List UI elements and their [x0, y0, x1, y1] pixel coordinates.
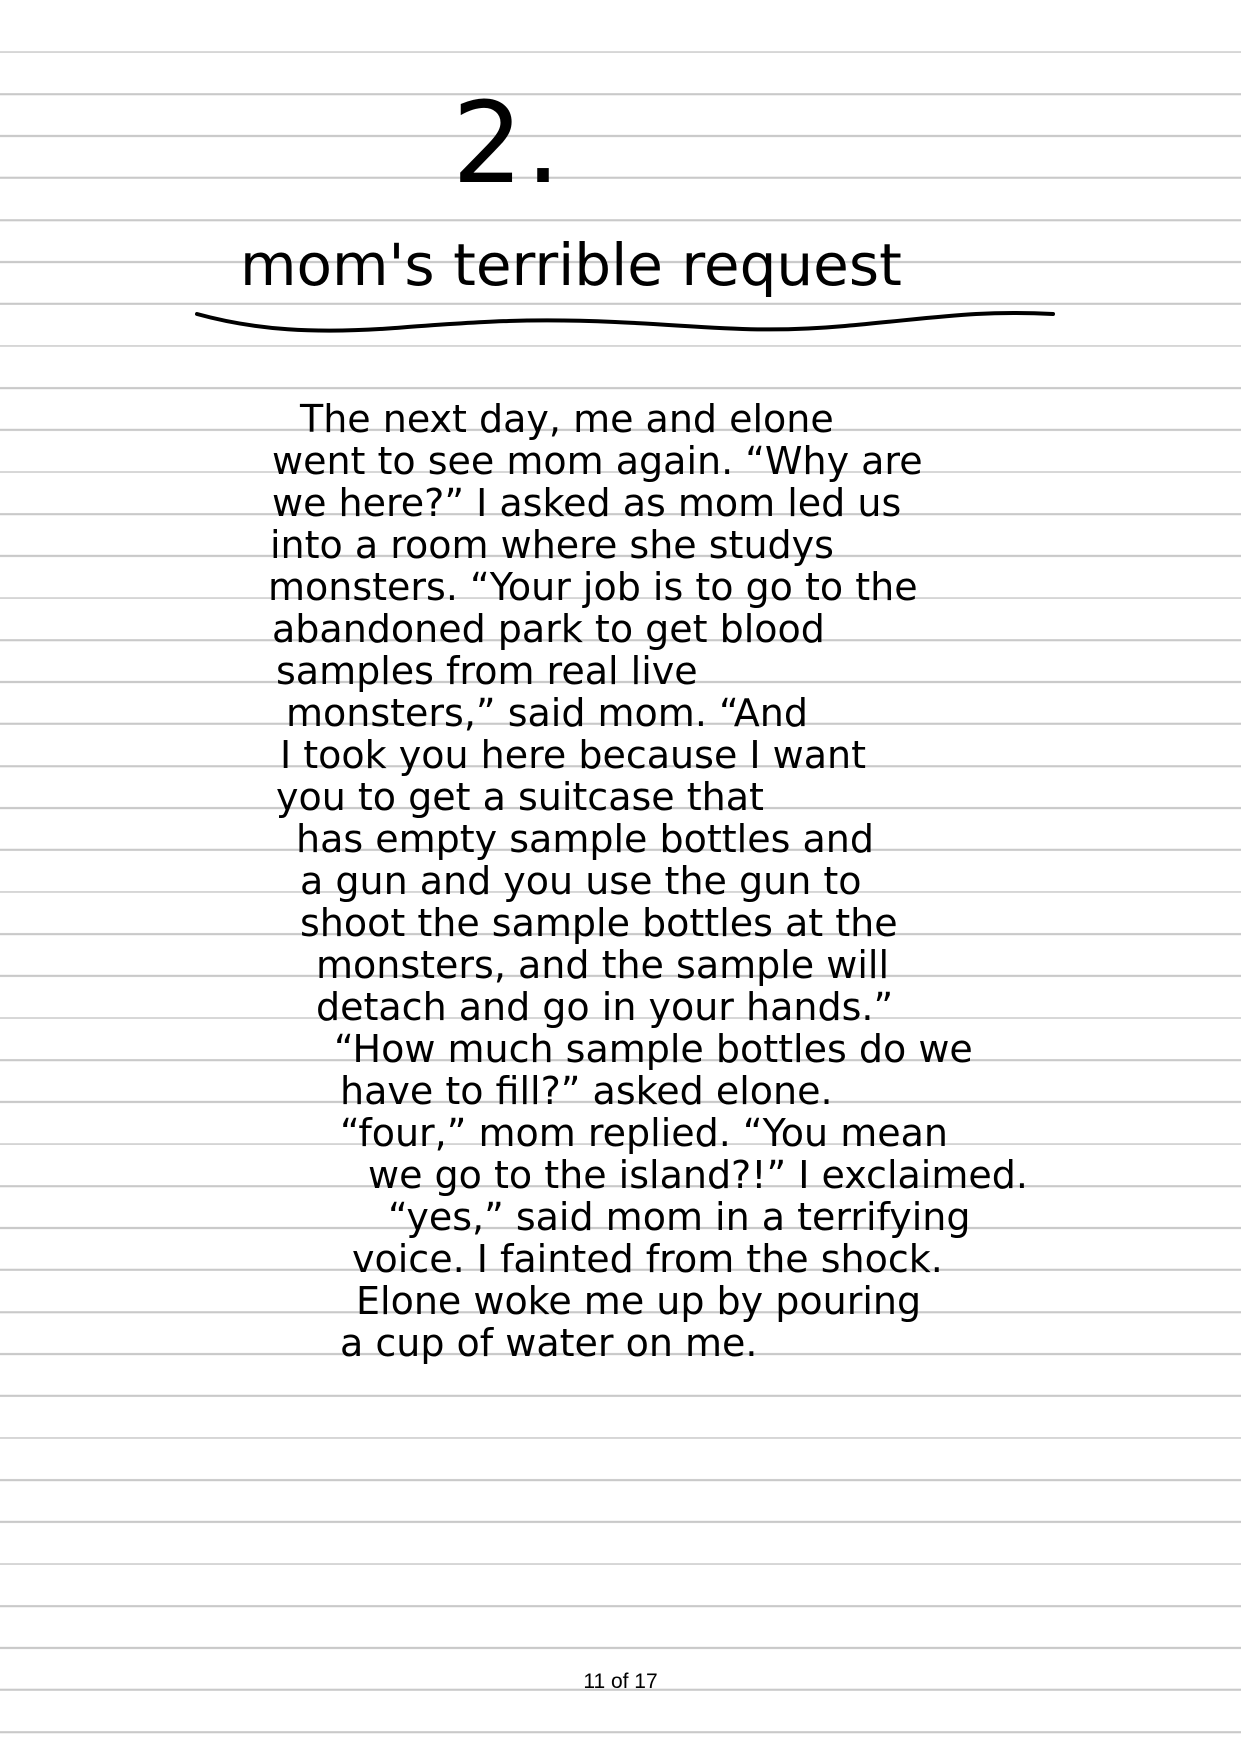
story-line: into a room where she studys: [270, 523, 834, 567]
story-line: I took you here because I want: [280, 733, 867, 777]
story-line: “four,” mom replied. “You mean: [340, 1111, 948, 1155]
story-line: we go to the island?!” I exclaimed.: [368, 1153, 1028, 1197]
story-line: samples from real live: [276, 649, 698, 693]
story-line: detach and go in your hands.”: [316, 985, 894, 1029]
chapter-number: 2.: [452, 79, 563, 209]
story-line: monsters, and the sample will: [316, 943, 890, 987]
story-line: “yes,” said mom in a terrifying: [388, 1195, 971, 1239]
story-line: The next day, me and elone: [300, 397, 834, 441]
story-line: monsters. “Your job is to go to the: [268, 565, 918, 609]
story-line: we here?” I asked as mom led us: [272, 481, 902, 525]
story-line: monsters,” said mom. “And: [286, 691, 808, 735]
story-line: a cup of water on me.: [340, 1321, 758, 1365]
story-line: “How much sample bottles do we: [334, 1027, 973, 1071]
page-number: 11 of 17: [583, 1670, 658, 1693]
story-line: went to see mom again. “Why are: [272, 439, 923, 483]
story-line: a gun and you use the gun to: [300, 859, 862, 903]
story-line: abandoned park to get blood: [272, 607, 825, 651]
title-underline: [195, 300, 1055, 340]
story-line: Elone woke me up by pouring: [356, 1279, 922, 1323]
story-line: shoot the sample bottles at the: [300, 901, 898, 945]
story-line: you to get a suitcase that: [276, 775, 764, 819]
story-line: has empty sample bottles and: [296, 817, 874, 861]
story-line: voice. I fainted from the shock.: [352, 1237, 943, 1281]
story-text: [260, 398, 1220, 1364]
story-line: have to fill?” asked elone.: [340, 1069, 833, 1113]
chapter-title: mom's terrible request: [240, 231, 902, 299]
